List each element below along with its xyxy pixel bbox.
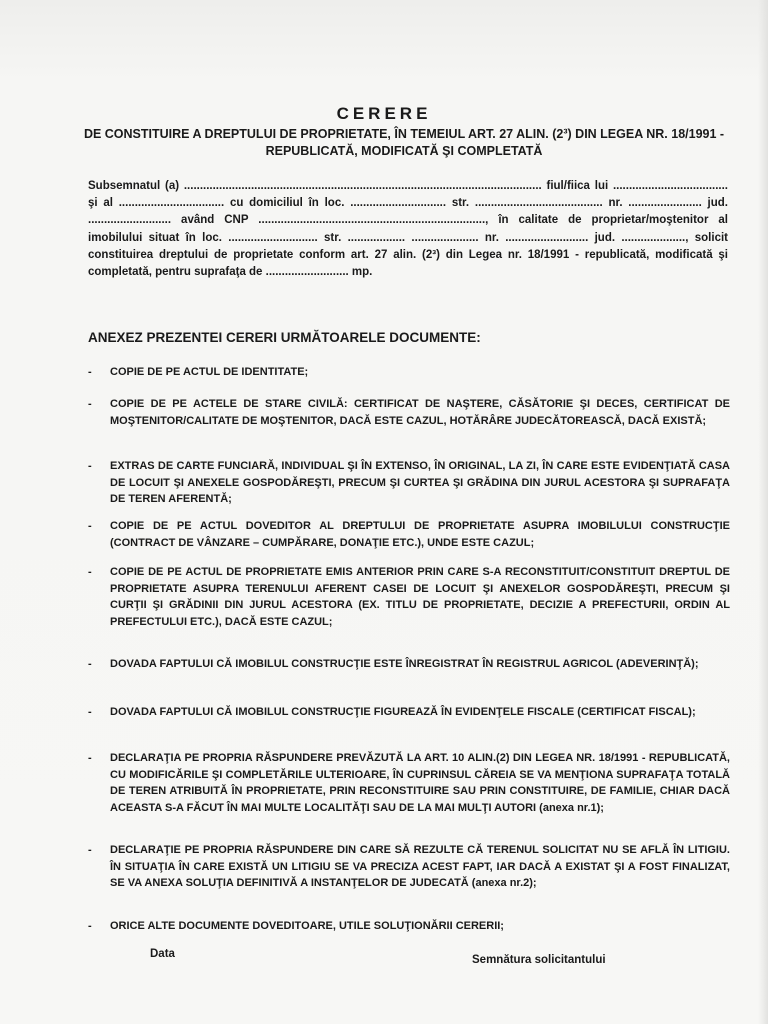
bullet-dash: - (88, 460, 92, 472)
document-subtitle: DE CONSTITUIRE A DREPTULUI DE PROPRIETATE, ÎN TEMEIUL ART. 27 ALIN. (2³) DIN LEGEA NR. 18/1991 - REPUBLICATĂ, MODIFICATĂ ŞI COMPLETATĂ (83, 127, 725, 158)
list-item: - COPIE DE PE ACTUL DOVEDITOR AL DREPTULUI DE PROPRIETATE ASUPRA IMOBILULUI CONSTRUCŢIE (CONTRACT DE VÂNZARE – CUMPĂRARE, DONAŢIE ETC.), UNDE ESTE CAZUL; (88, 520, 730, 549)
bullet-dash: - (88, 366, 92, 378)
list-item: - COPIE DE PE ACTUL DE IDENTITATE; (80, 364, 730, 381)
bullet-dash: - (88, 844, 92, 856)
list-item: - DECLARAŢIA PE PROPRIA RĂSPUNDERE PREVĂZUTĂ LA ART. 10 ALIN.(2) DIN LEGEA NR. 18/1991 - REPUBLICATĂ, CU MODIFICĂRILE ŞI COMPLETĂRILE ULTERIOARE, ÎN CUPRINSUL CĂREIA SE VA MENŢIONA SUPRAFAŢA TOTALĂ DE TEREN ATRIBUITĂ ÎN PROPRIETATE, PRIN RECONSTITUIRE SAU PRIN CONSTITUIRE, DE FAMILIE, CHIAR DACĂ ACEASTA S-A FĂCUT ÎN MAI MULTE LOCALITĂŢI SAU DE LA MAI MULŢI AUTORI (anexa nr.1); (88, 752, 730, 814)
list-item: - ORICE ALTE DOCUMENTE DOVEDITOARE, UTILE SOLUŢIONĂRII CERERII; (80, 918, 730, 935)
bullet-dash: - (88, 566, 92, 578)
bullet-dash: - (88, 658, 92, 670)
list-item: - DOVADA FAPTULUI CĂ IMOBILUL CONSTRUCŢIE ESTE ÎNREGISTRAT ÎN REGISTRUL AGRICOL (ADEVERINŢĂ); (80, 656, 730, 673)
bullet-dash: - (88, 398, 92, 410)
bullet-dash: - (88, 920, 92, 932)
scan-edge-shadow (758, 0, 768, 1024)
list-item: - EXTRAS DE CARTE FUNCIARĂ, INDIVIDUAL ŞI ÎN EXTENSO, ÎN ORIGINAL, LA ZI, ÎN CARE ESTE EVIDENŢIATĂ CASA DE LOCUIT ŞI ANEXELE GOSPODĂREŞTI, PRECUM ŞI CURTEA ŞI GRĂDINA DIN JURUL ACESTORA ŞI SUPRAFAŢA DE TEREN AFERENTĂ; (88, 460, 730, 505)
signature-label: Semnătura solicitantului (472, 954, 606, 966)
date-label: Data (150, 948, 175, 960)
list-item: - COPIE DE PE ACTELE DE STARE CIVILĂ: CERTIFICAT DE NAŞTERE, CĂSĂTORIE ŞI DECES, CERTIFICAT DE MOŞTENITOR/CALITATE DE MOŞTENITOR, DACĂ ESTE CAZUL, HOTĂRÂRE JUDECĂTOREASCĂ, DACĂ EXISTĂ; (88, 398, 730, 427)
document-title: CERERE (336, 104, 432, 123)
bullet-dash: - (88, 752, 92, 764)
list-item: - DECLARAŢIE PE PROPRIA RĂSPUNDERE DIN CARE SĂ REZULTE CĂ TERENUL SOLICITAT NU SE AFLĂ ÎN LITIGIU. ÎN SITUAŢIA ÎN CARE EXISTĂ UN LITIGIU SE VA PRECIZA ACEST FAPT, IAR DACĂ A EXISTAT ŞI A FOST FINALIZAT, SE VA ANEXA SOLUŢIA DEFINITIVĂ A INSTANŢELOR DE JUDECATĂ (anexa nr.2); (88, 844, 730, 889)
list-item: - COPIE DE PE ACTUL DE PROPRIETATE EMIS ANTERIOR PRIN CARE S-A RECONSTITUIT/CONSTITUIT DREPTUL DE PROPRIETATE ASUPRA TERENULUI AFERENT CASEI DE LOCUIT ŞI ANEXELOR GOSPODĂREŞTI, PRECUM ŞI CURŢII ŞI GRĂDINII DIN JURUL ACESTORA (EX. TITLU DE PROPRIETATE, DECIZIE A PREFECTURII, ORDIN AL PREFECTULUI ETC.), DACĂ ESTE CAZUL; (88, 566, 730, 628)
bullet-dash: - (88, 706, 92, 718)
list-item: - DOVADA FAPTULUI CĂ IMOBILUL CONSTRUCŢIE FIGUREAZĂ ÎN EVIDENŢELE FISCALE (CERTIFICAT FISCAL); (80, 704, 730, 721)
annex-heading: ANEXEZ PREZENTEI CERERI URMĂTOARELE DOCUMENTE: (88, 330, 481, 345)
applicant-paragraph: Subsemnatul (a) ................................................................................................................ fiul/fiica lui .................................... şi al ................................. cu domiciliul în loc. .............................. str. ........................................ nr. ....................... jud. .......................... având CNP ......................................................................., în calitate de proprietar/moştenitor al imobilului situat în loc. ............................ str. .................. ..................... nr. .......................... jud. ...................., solicit constituirea dreptului de proprietate conform art. 27 alin. (2³) din Legea nr. 18/1991 - republicată, modificată şi completată, pentru suprafaţa de .......................... mp. (88, 180, 728, 279)
bullet-dash: - (88, 520, 92, 532)
